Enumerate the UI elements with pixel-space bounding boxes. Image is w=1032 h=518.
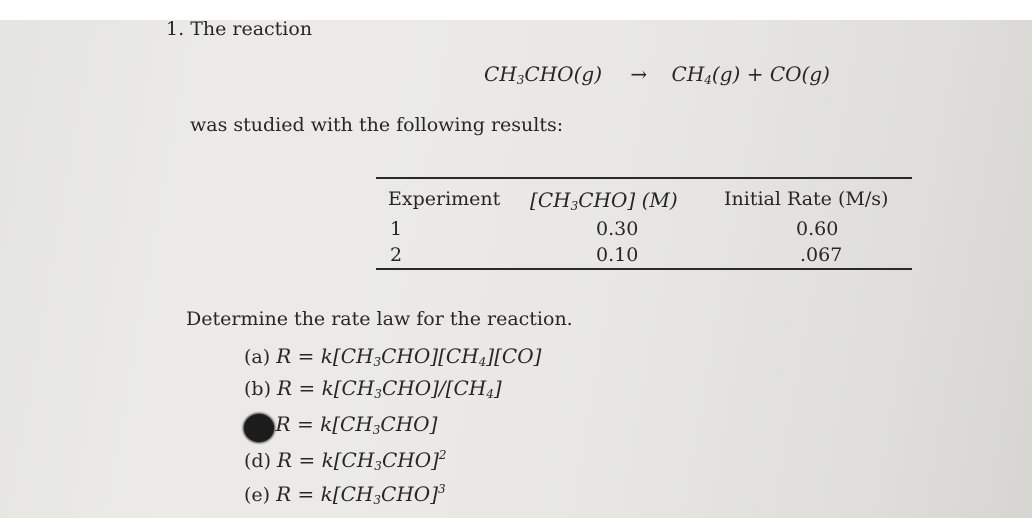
- table-row-2-experiment: 2: [390, 244, 403, 266]
- table-row-2-rate: .067: [800, 244, 843, 266]
- choice-a[interactable]: [244, 344, 541, 368]
- problem-intro: The reaction: [190, 18, 313, 40]
- filled-answer-bubble: [244, 414, 274, 442]
- table-header-concentration: [530, 188, 678, 212]
- problem-header: [166, 18, 312, 40]
- choice-e[interactable]: [244, 482, 446, 506]
- choice-formula: $R = k[CH_3CHO][CH_4][CO]$: [276, 344, 542, 369]
- equation-products: $CH_4(g) + CO(g)$: [671, 62, 830, 87]
- choice-label: (b): [244, 378, 271, 400]
- choice-b[interactable]: [244, 376, 502, 400]
- reaction-equation: [484, 62, 830, 86]
- equation-reactant: $CH_3CHO(g)$: [484, 62, 603, 87]
- choice-label: (d): [244, 450, 271, 472]
- page-top-margin: [0, 0, 1032, 20]
- table-row-2-concentration: 0.10: [596, 244, 639, 266]
- question-prompt: Determine the rate law for the reaction.: [186, 308, 573, 330]
- table-bottom-rule: [376, 268, 912, 270]
- choice-label: (a): [244, 346, 271, 368]
- choice-formula: $R = k[CH_3CHO]/[CH_4]$: [277, 376, 502, 401]
- table-header-rate: Initial Rate (M/s): [724, 188, 889, 210]
- studied-text: was studied with the following results:: [190, 114, 564, 136]
- table-row-1-rate: 0.60: [796, 218, 839, 240]
- choice-formula: $R = k[CH_3CHO]$: [275, 412, 438, 437]
- table-row-1-experiment: 1: [390, 218, 403, 240]
- reaction-arrow: →: [630, 62, 648, 86]
- choice-d[interactable]: [244, 448, 447, 472]
- problem-number: 1.: [166, 18, 185, 40]
- table-top-rule: [376, 177, 912, 179]
- choice-formula: $R = k[CH_3CHO]^2$: [277, 448, 447, 473]
- table-row-1-concentration: 0.30: [596, 218, 639, 240]
- table-header-experiment: Experiment: [388, 188, 501, 210]
- concentration-header-text: $[CH_3CHO]$ (M): [530, 188, 678, 213]
- choice-label: (e): [244, 484, 271, 506]
- choice-formula: $R = k[CH_3CHO]^3$: [276, 482, 446, 507]
